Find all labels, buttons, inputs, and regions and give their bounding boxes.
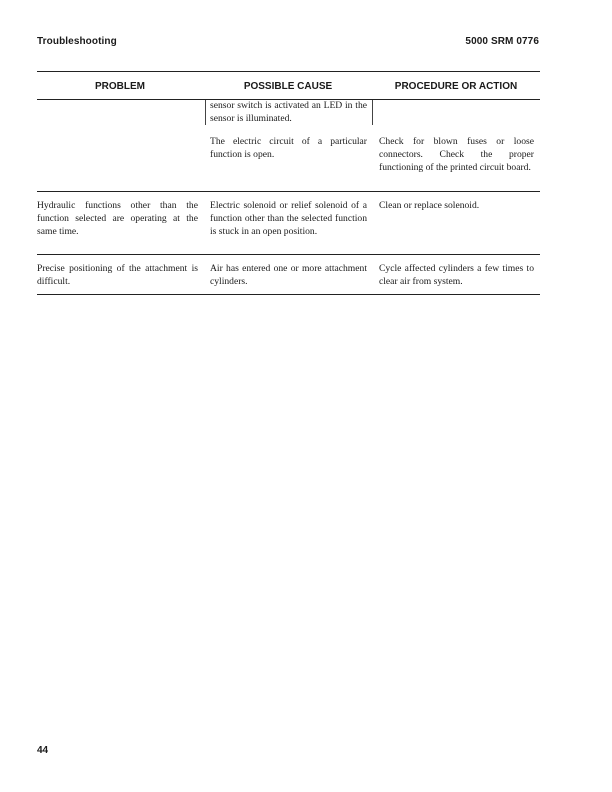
table-cell-action: Check for blown fuses or loose connectors. Check the proper functioning of the printed circuit board.: [379, 136, 534, 173]
table-cell-action: Cycle affected cylinders a few times to clear air from system.: [379, 263, 534, 287]
column-divider: [205, 100, 206, 125]
table-cell-problem: Precise positioning of the attachment is difficult.: [37, 263, 198, 287]
table-cell-action: Clean or replace solenoid.: [379, 200, 480, 211]
column-divider: [372, 100, 373, 125]
table-cell-cause: sensor switch is activated an LED in the sensor is illuminated.: [210, 100, 367, 124]
page-number: 44: [37, 745, 49, 756]
column-header-problem: PROBLEM: [95, 81, 145, 92]
table-cell-cause: The electric circuit of a particular function is open.: [210, 136, 367, 160]
table-cell-cause: Air has entered one or more attachment cylinders.: [210, 263, 367, 287]
row-separator: [37, 254, 540, 255]
column-header-possible-cause: POSSIBLE CAUSE: [243, 81, 333, 92]
table-cell-cause: Electric solenoid or relief solenoid of a function other than the selected function is stuck in an open position.: [210, 200, 367, 237]
document-number: 5000 SRM 0776: [465, 36, 539, 47]
section-title: Troubleshooting: [37, 36, 117, 47]
table-top-rule: [37, 71, 540, 72]
table-cell-problem: Hydraulic functions other than the function selected are operating at the same time.: [37, 200, 198, 237]
column-header-procedure: PROCEDURE OR ACTION: [394, 81, 518, 92]
table-bottom-rule: [37, 294, 540, 295]
row-separator: [37, 191, 540, 192]
